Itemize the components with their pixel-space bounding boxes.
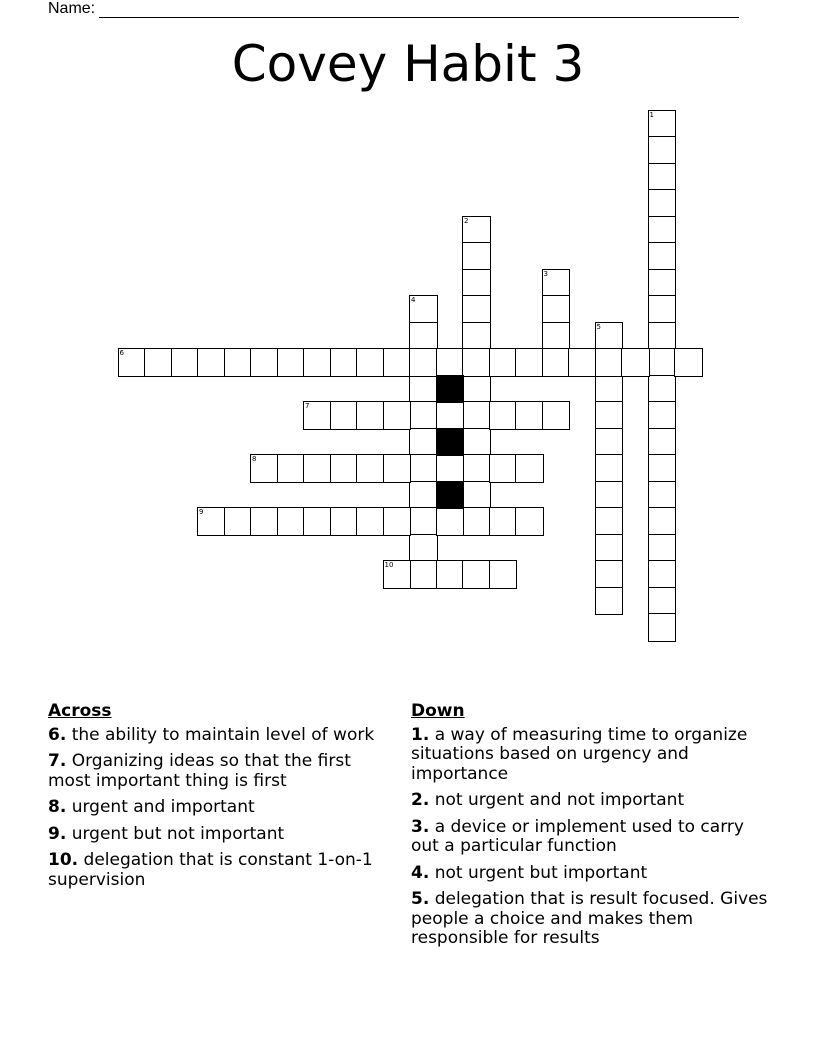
crossword-cell[interactable] bbox=[277, 507, 306, 536]
black-square bbox=[436, 428, 465, 457]
crossword-cell[interactable] bbox=[409, 454, 438, 483]
crossword-cell[interactable] bbox=[462, 401, 491, 430]
crossword-cell[interactable] bbox=[595, 587, 624, 616]
crossword-cell[interactable] bbox=[648, 481, 677, 510]
crossword-cell[interactable] bbox=[356, 454, 385, 483]
crossword-cell[interactable] bbox=[489, 507, 518, 536]
crossword-cell[interactable] bbox=[197, 348, 226, 377]
crossword-cell[interactable] bbox=[462, 507, 491, 536]
clue-number: 7. bbox=[48, 751, 67, 771]
crossword-cell[interactable] bbox=[515, 348, 544, 377]
crossword-cell[interactable] bbox=[648, 216, 677, 245]
clue-number-label: 3 bbox=[543, 269, 548, 278]
crossword-cell[interactable] bbox=[595, 481, 624, 510]
crossword-cell[interactable] bbox=[489, 560, 518, 589]
crossword-cell[interactable] bbox=[409, 481, 438, 510]
crossword-cell[interactable] bbox=[462, 242, 491, 271]
crossword-cell[interactable] bbox=[462, 269, 491, 298]
clue-number: 3. bbox=[411, 816, 430, 837]
across-clue bbox=[48, 752, 398, 791]
clue-number-label: 6 bbox=[119, 349, 124, 357]
clue-number-label: 5 bbox=[596, 322, 601, 331]
across-clue bbox=[48, 798, 398, 818]
crossword-cell[interactable] bbox=[595, 401, 624, 430]
clue-number-label: 9 bbox=[199, 508, 204, 516]
crossword-cell[interactable] bbox=[648, 613, 677, 642]
clue-number-label: 1 bbox=[649, 110, 654, 119]
crossword-cell[interactable] bbox=[595, 375, 624, 404]
crossword-cell[interactable] bbox=[462, 295, 491, 324]
crossword-cell[interactable] bbox=[515, 507, 544, 536]
crossword-cell[interactable] bbox=[542, 348, 571, 377]
crossword-cell[interactable] bbox=[515, 454, 544, 483]
crossword-cell[interactable] bbox=[648, 242, 677, 271]
crossword-cell[interactable] bbox=[648, 269, 677, 298]
crossword-cell[interactable] bbox=[462, 348, 491, 377]
crossword-cell[interactable] bbox=[621, 348, 650, 377]
across-heading: Across bbox=[48, 701, 112, 721]
crossword-cell[interactable] bbox=[462, 481, 491, 510]
crossword-cell[interactable] bbox=[436, 454, 465, 483]
crossword-cell[interactable] bbox=[356, 401, 385, 430]
crossword-cell[interactable] bbox=[648, 189, 677, 218]
crossword-cell[interactable] bbox=[648, 136, 677, 165]
crossword-cell[interactable] bbox=[303, 454, 332, 483]
clue-number: 1. bbox=[411, 724, 430, 745]
crossword-cell[interactable] bbox=[462, 454, 491, 483]
crossword-cell[interactable] bbox=[277, 348, 306, 377]
clue-number: 8. bbox=[48, 797, 67, 817]
crossword-cell[interactable] bbox=[489, 454, 518, 483]
crossword-cell[interactable] bbox=[542, 295, 571, 324]
crossword-cell[interactable] bbox=[383, 454, 412, 483]
clue-number-label: 2 bbox=[464, 216, 469, 225]
clue-number: 4. bbox=[411, 862, 430, 883]
crossword-cell[interactable] bbox=[462, 216, 491, 245]
clue-text: delegation that is result focused. Gives people a choice and makes them responsible for results bbox=[411, 889, 768, 948]
clue-text: not urgent but important bbox=[434, 862, 648, 883]
crossword-cell[interactable] bbox=[542, 322, 571, 351]
crossword-cell[interactable] bbox=[409, 507, 438, 536]
crossword-cell[interactable] bbox=[595, 322, 624, 351]
down-clue bbox=[411, 818, 771, 857]
crossword-cell[interactable] bbox=[250, 454, 279, 483]
crossword-cell[interactable] bbox=[595, 560, 624, 589]
across-clue bbox=[48, 726, 398, 746]
crossword-cell[interactable] bbox=[462, 428, 491, 457]
clue-number-label: 4 bbox=[411, 296, 416, 304]
clue-number: 6. bbox=[48, 724, 67, 745]
crossword-cell[interactable] bbox=[542, 401, 571, 430]
crossword-cell[interactable] bbox=[250, 348, 279, 377]
crossword-cell[interactable] bbox=[648, 110, 677, 139]
crossword-cell[interactable] bbox=[436, 401, 465, 430]
clue-number: 2. bbox=[411, 790, 430, 810]
crossword-cell[interactable] bbox=[436, 348, 465, 377]
crossword-cell[interactable] bbox=[674, 348, 703, 377]
crossword-cell[interactable] bbox=[356, 348, 385, 377]
crossword-cell[interactable] bbox=[356, 507, 385, 536]
crossword-cell[interactable] bbox=[277, 454, 306, 483]
clue-text: urgent and important bbox=[71, 797, 255, 817]
crossword-cell[interactable] bbox=[462, 322, 491, 351]
crossword-cell[interactable] bbox=[648, 401, 677, 430]
clue-text: a device or implement used to carry out a particular function bbox=[411, 816, 744, 856]
crossword-cell[interactable] bbox=[436, 507, 465, 536]
crossword-cell[interactable] bbox=[568, 348, 597, 377]
crossword-cell[interactable] bbox=[409, 375, 438, 404]
crossword-cell[interactable] bbox=[330, 507, 359, 536]
across-clues bbox=[48, 702, 398, 897]
crossword-cell[interactable] bbox=[489, 348, 518, 377]
crossword-cell[interactable] bbox=[648, 507, 677, 536]
crossword-cell[interactable] bbox=[383, 401, 412, 430]
crossword-cell[interactable] bbox=[595, 348, 624, 377]
crossword-cell[interactable] bbox=[542, 269, 571, 298]
clue-number: 9. bbox=[48, 823, 67, 844]
down-clue bbox=[411, 726, 771, 785]
crossword-cell[interactable] bbox=[489, 401, 518, 430]
crossword-cell[interactable] bbox=[303, 348, 332, 377]
crossword-cell[interactable] bbox=[409, 401, 438, 430]
crossword-cell[interactable] bbox=[250, 507, 279, 536]
crossword-cell[interactable] bbox=[462, 375, 491, 404]
page-title: Covey Habit 3 bbox=[231, 35, 585, 93]
crossword-cell[interactable] bbox=[303, 507, 332, 536]
crossword-cell[interactable] bbox=[648, 428, 677, 457]
clue-number-label: 7 bbox=[305, 402, 310, 410]
crossword-cell[interactable] bbox=[648, 322, 677, 351]
crossword-cell[interactable] bbox=[383, 348, 412, 377]
crossword-cell[interactable] bbox=[462, 560, 491, 589]
crossword-cell[interactable] bbox=[197, 507, 226, 536]
crossword-cell[interactable] bbox=[144, 348, 173, 377]
clue-text: a way of measuring time to organize situations based on urgency and importance bbox=[411, 724, 748, 784]
crossword-cell[interactable] bbox=[595, 534, 624, 563]
crossword-cell[interactable] bbox=[409, 534, 438, 563]
down-clue bbox=[411, 890, 771, 949]
crossword-cell[interactable] bbox=[383, 507, 412, 536]
crossword-cell[interactable] bbox=[224, 348, 253, 377]
across-clue bbox=[48, 825, 398, 845]
clue-number: 5. bbox=[411, 889, 430, 909]
crossword-cell[interactable] bbox=[595, 507, 624, 536]
clue-number: 10. bbox=[48, 850, 79, 870]
clue-text: not urgent and not important bbox=[434, 790, 685, 810]
crossword-cell[interactable] bbox=[648, 163, 677, 192]
crossword-cell[interactable] bbox=[118, 348, 147, 377]
black-square bbox=[436, 481, 465, 510]
clue-text: Organizing ideas so that the first most important thing is first bbox=[48, 751, 351, 791]
crossword-cell[interactable] bbox=[648, 295, 677, 324]
crossword-cell[interactable] bbox=[648, 454, 677, 483]
crossword-cell[interactable] bbox=[648, 534, 677, 563]
clue-number-label: 8 bbox=[252, 455, 257, 463]
crossword-cell[interactable] bbox=[409, 348, 438, 377]
clue-text: urgent but not important bbox=[71, 823, 285, 844]
crossword-cell[interactable] bbox=[595, 428, 624, 457]
crossword-cell[interactable] bbox=[595, 454, 624, 483]
crossword-cell[interactable] bbox=[224, 507, 253, 536]
clue-text: delegation that is constant 1-on-1 supervision bbox=[48, 850, 373, 890]
crossword-cell[interactable] bbox=[171, 348, 200, 377]
crossword-cell[interactable] bbox=[409, 322, 438, 351]
down-clue bbox=[411, 864, 771, 884]
black-square bbox=[436, 375, 465, 404]
crossword-cell[interactable] bbox=[303, 401, 332, 430]
crossword-cell[interactable] bbox=[436, 560, 465, 589]
crossword-cell[interactable] bbox=[648, 560, 677, 589]
crossword-cell[interactable] bbox=[648, 348, 677, 377]
crossword-cell[interactable] bbox=[409, 560, 438, 589]
down-heading: Down bbox=[411, 701, 465, 721]
crossword-cell[interactable] bbox=[383, 560, 412, 589]
crossword-cell[interactable] bbox=[330, 348, 359, 377]
crossword-cell[interactable] bbox=[648, 587, 677, 616]
down-clue bbox=[411, 791, 771, 811]
clue-number-label: 10 bbox=[384, 561, 394, 569]
crossword-cell[interactable] bbox=[409, 295, 438, 324]
down-clues bbox=[411, 702, 771, 956]
crossword-cell[interactable] bbox=[330, 401, 359, 430]
crossword-cell[interactable] bbox=[648, 375, 677, 404]
crossword-cell[interactable] bbox=[409, 428, 438, 457]
name-label: Name: bbox=[48, 0, 96, 17]
across-clue bbox=[48, 851, 398, 890]
clue-text: the ability to maintain level of work bbox=[71, 724, 375, 745]
crossword-cell[interactable] bbox=[515, 401, 544, 430]
crossword-cell[interactable] bbox=[330, 454, 359, 483]
